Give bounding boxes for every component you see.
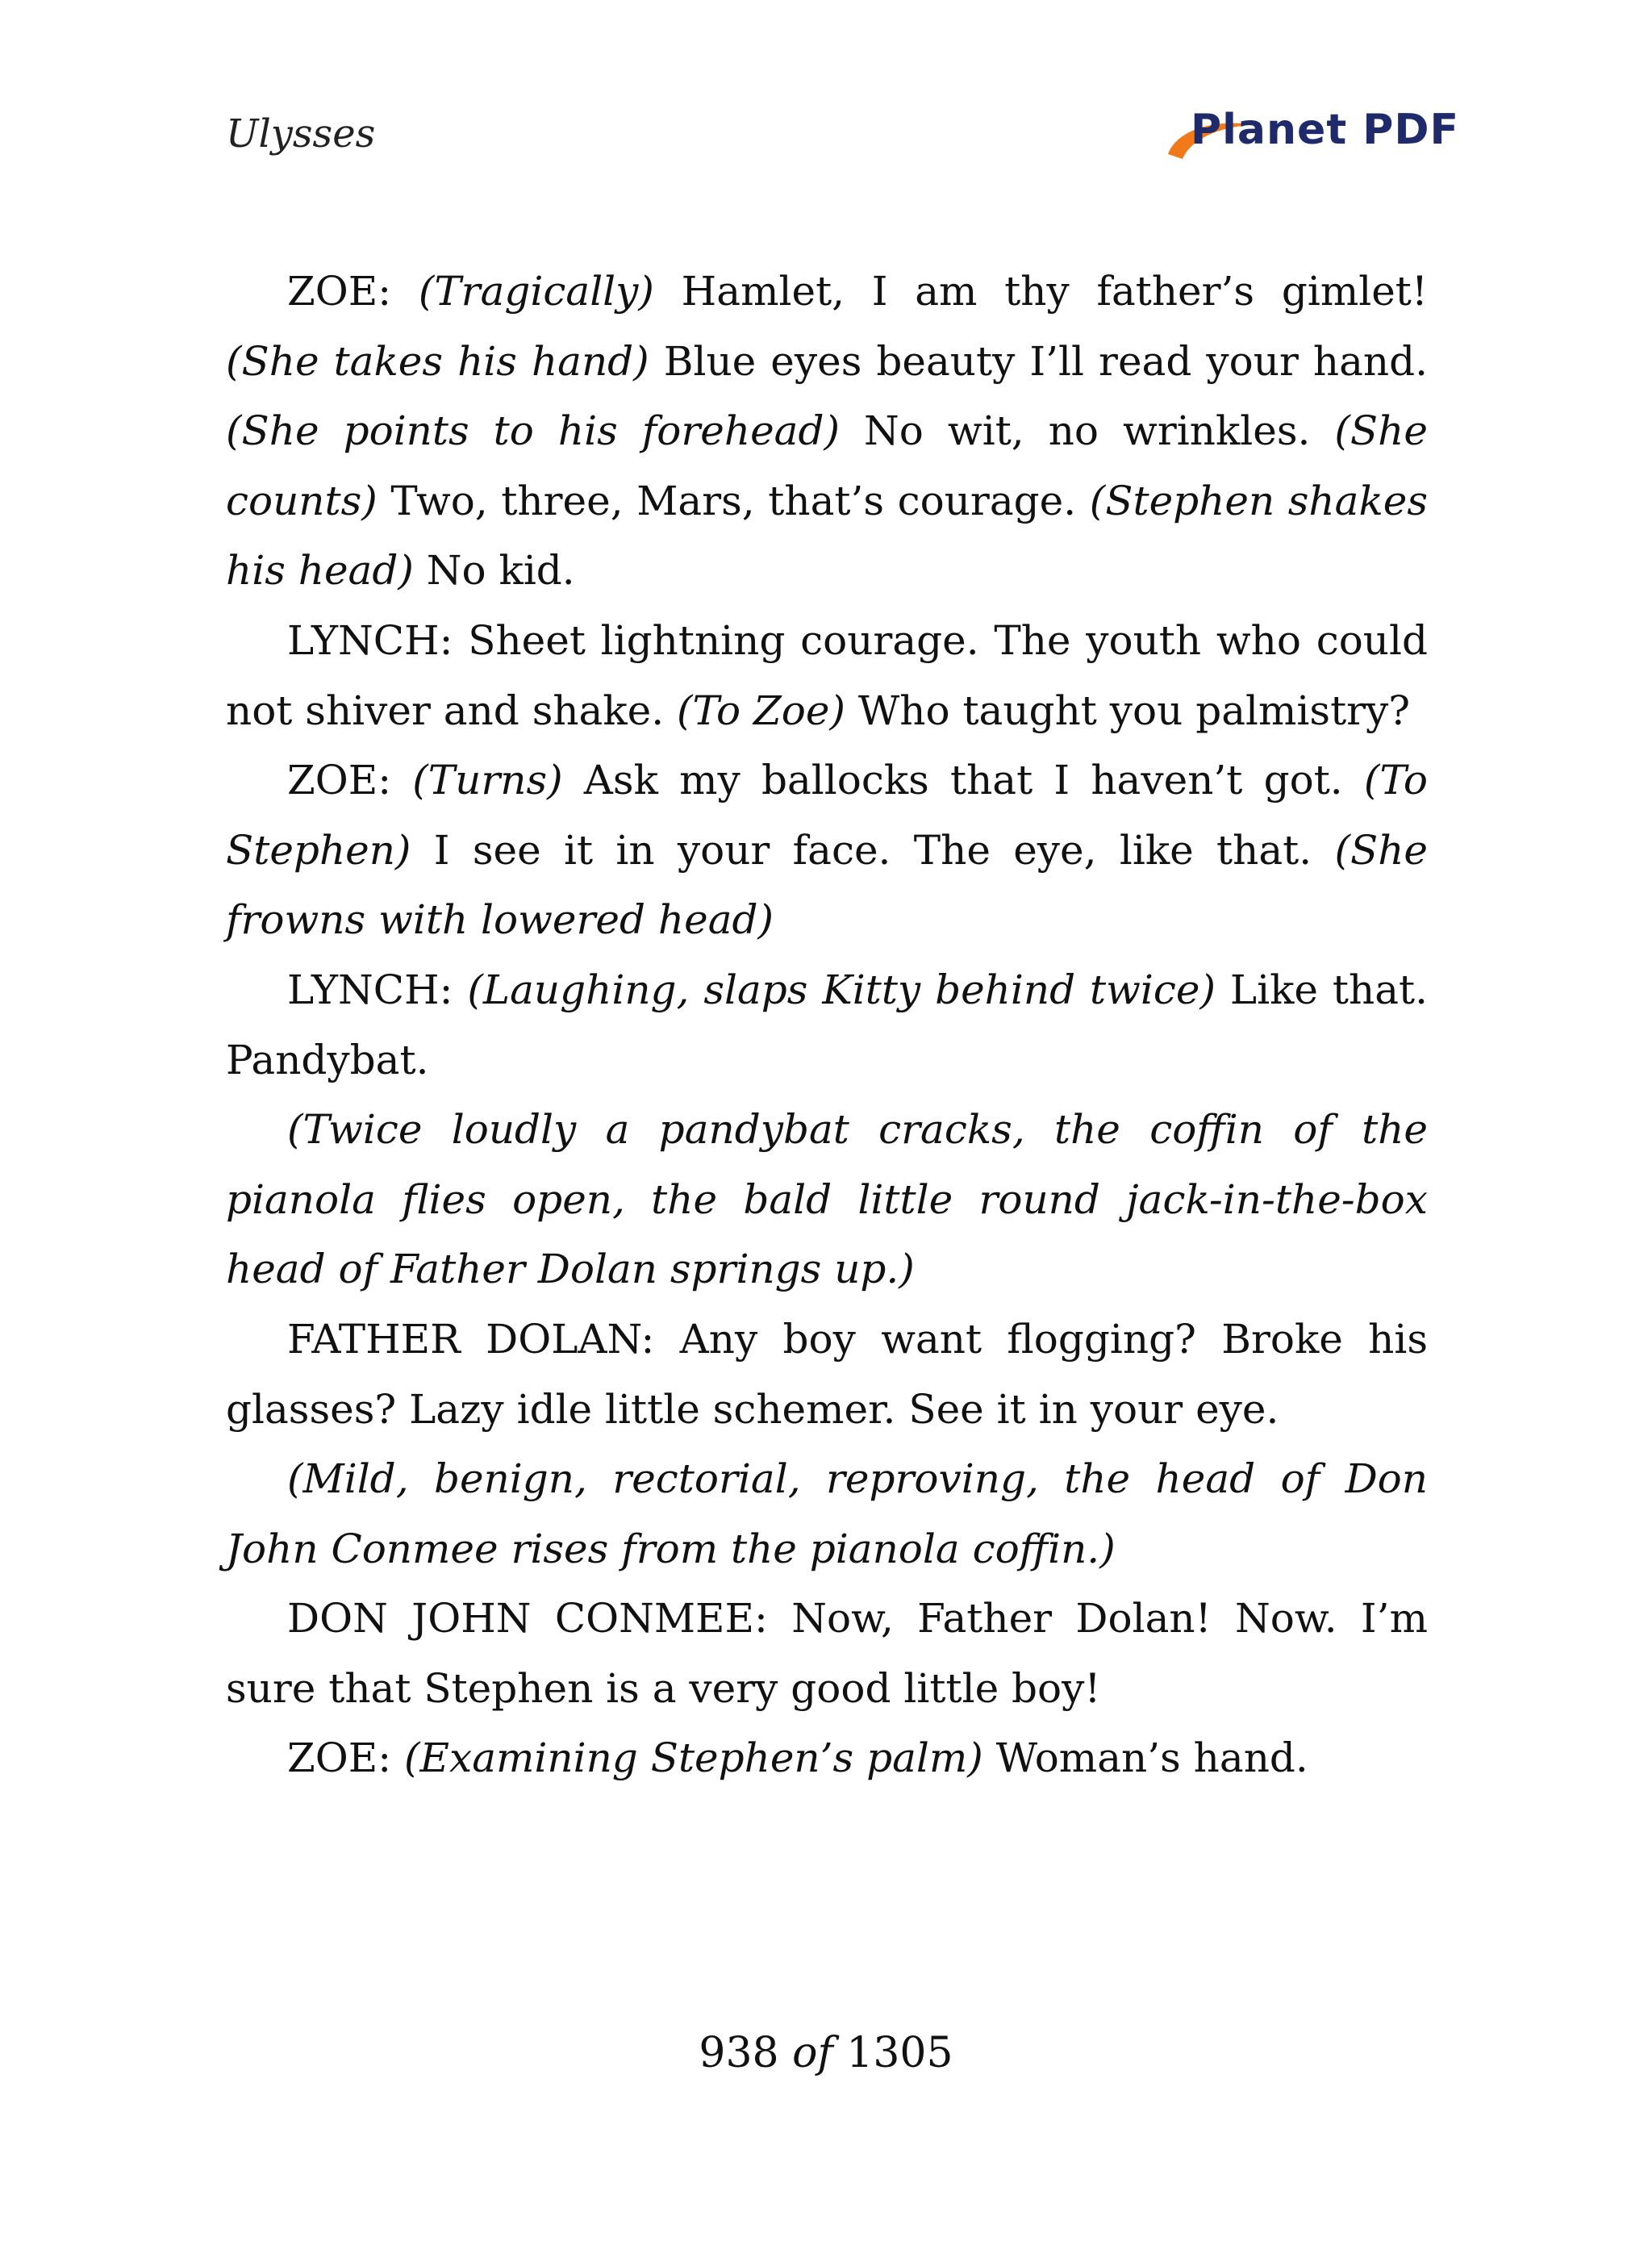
dialogue-text: Ask my ballocks that I haven’t got. bbox=[562, 757, 1364, 804]
stage-direction: (Examining Stephen’s palm) bbox=[403, 1734, 983, 1782]
dialogue-paragraph bbox=[226, 1304, 1428, 1444]
speaker-name: ZOE: bbox=[287, 757, 392, 804]
page-number bbox=[0, 2029, 1652, 2077]
page-of-label: of bbox=[792, 2029, 833, 2077]
speaker-name: ZOE: bbox=[287, 1734, 392, 1782]
speaker-name: DON JOHN CONMEE: bbox=[287, 1595, 768, 1642]
stage-direction: (She counts) bbox=[226, 407, 1428, 524]
speaker-name: ZOE: bbox=[287, 268, 392, 315]
dialogue-text: Who taught you palmistry? bbox=[845, 687, 1411, 734]
dialogue-paragraph bbox=[226, 257, 1428, 606]
stage-direction: (Turns) bbox=[412, 757, 563, 804]
stage-direction-paragraph: (Twice loudly a pandybat cracks, the coffin of the pianola flies open, the bald little round jack-in-the-box head of Father Dolan springs up.) bbox=[226, 1106, 1428, 1293]
stage-direction: (To Zoe) bbox=[677, 687, 845, 734]
dialogue-text: Two, three, Mars, that’s courage. bbox=[377, 477, 1090, 524]
speaker-name: FATHER DOLAN: bbox=[287, 1315, 655, 1363]
planet-pdf-logo bbox=[1162, 101, 1460, 173]
dialogue-paragraph bbox=[226, 955, 1428, 1095]
dialogue-text: Woman’s hand. bbox=[982, 1734, 1308, 1782]
stage-direction: (She takes his hand) bbox=[226, 337, 649, 385]
stage-direction: (To Stephen) bbox=[226, 757, 1428, 874]
dialogue-paragraph bbox=[226, 1584, 1428, 1723]
dialogue-text: Blue eyes beauty I’ll read your hand. bbox=[649, 337, 1428, 385]
stage-direction-paragraph: (Mild, benign, rectorial, reproving, the head of Don John Conmee rises from the pianola coffin.) bbox=[226, 1455, 1428, 1572]
dialogue-text: Like that. Pandybat. bbox=[226, 966, 1428, 1083]
stage-direction: (Stephen shakes his head) bbox=[226, 477, 1428, 595]
speaker-name: LYNCH: bbox=[287, 616, 453, 664]
logo-text: Planet PDF bbox=[1191, 106, 1460, 154]
dialogue-text: Any boy want flogging? Broke his glasses? Lazy idle little schemer. See it in your eye. bbox=[226, 1315, 1428, 1433]
dialogue-paragraph bbox=[226, 606, 1428, 745]
dialogue-text: No wit, no wrinkles. bbox=[840, 407, 1335, 455]
dialogue-text: No kid. bbox=[413, 547, 575, 595]
running-head-title: Ulysses bbox=[226, 111, 376, 157]
speaker-name: LYNCH: bbox=[287, 966, 453, 1013]
page-body bbox=[226, 257, 1428, 1793]
dialogue-text: I see it in your face. The eye, like that. bbox=[411, 826, 1335, 874]
current-page: 938 bbox=[699, 2029, 779, 2077]
stage-direction: (Tragically) bbox=[418, 268, 654, 315]
dialogue-paragraph bbox=[226, 745, 1428, 955]
dialogue-text: Sheet lightning courage. The youth who could not shiver and shake. bbox=[226, 616, 1428, 734]
dialogue-text: Now, Father Dolan! Now. I’m sure that Stephen is a very good little boy! bbox=[226, 1595, 1428, 1712]
total-pages: 1305 bbox=[846, 2029, 953, 2077]
dialogue-paragraph bbox=[226, 1723, 1428, 1793]
dialogue-text: Hamlet, I am thy father’s gimlet! bbox=[653, 268, 1428, 315]
stage-direction: (She points to his forehead) bbox=[226, 407, 840, 455]
stage-direction: (Laughing, slaps Kitty behind twice) bbox=[467, 966, 1216, 1013]
stage-direction: (She frowns with lowered head) bbox=[226, 826, 1428, 944]
